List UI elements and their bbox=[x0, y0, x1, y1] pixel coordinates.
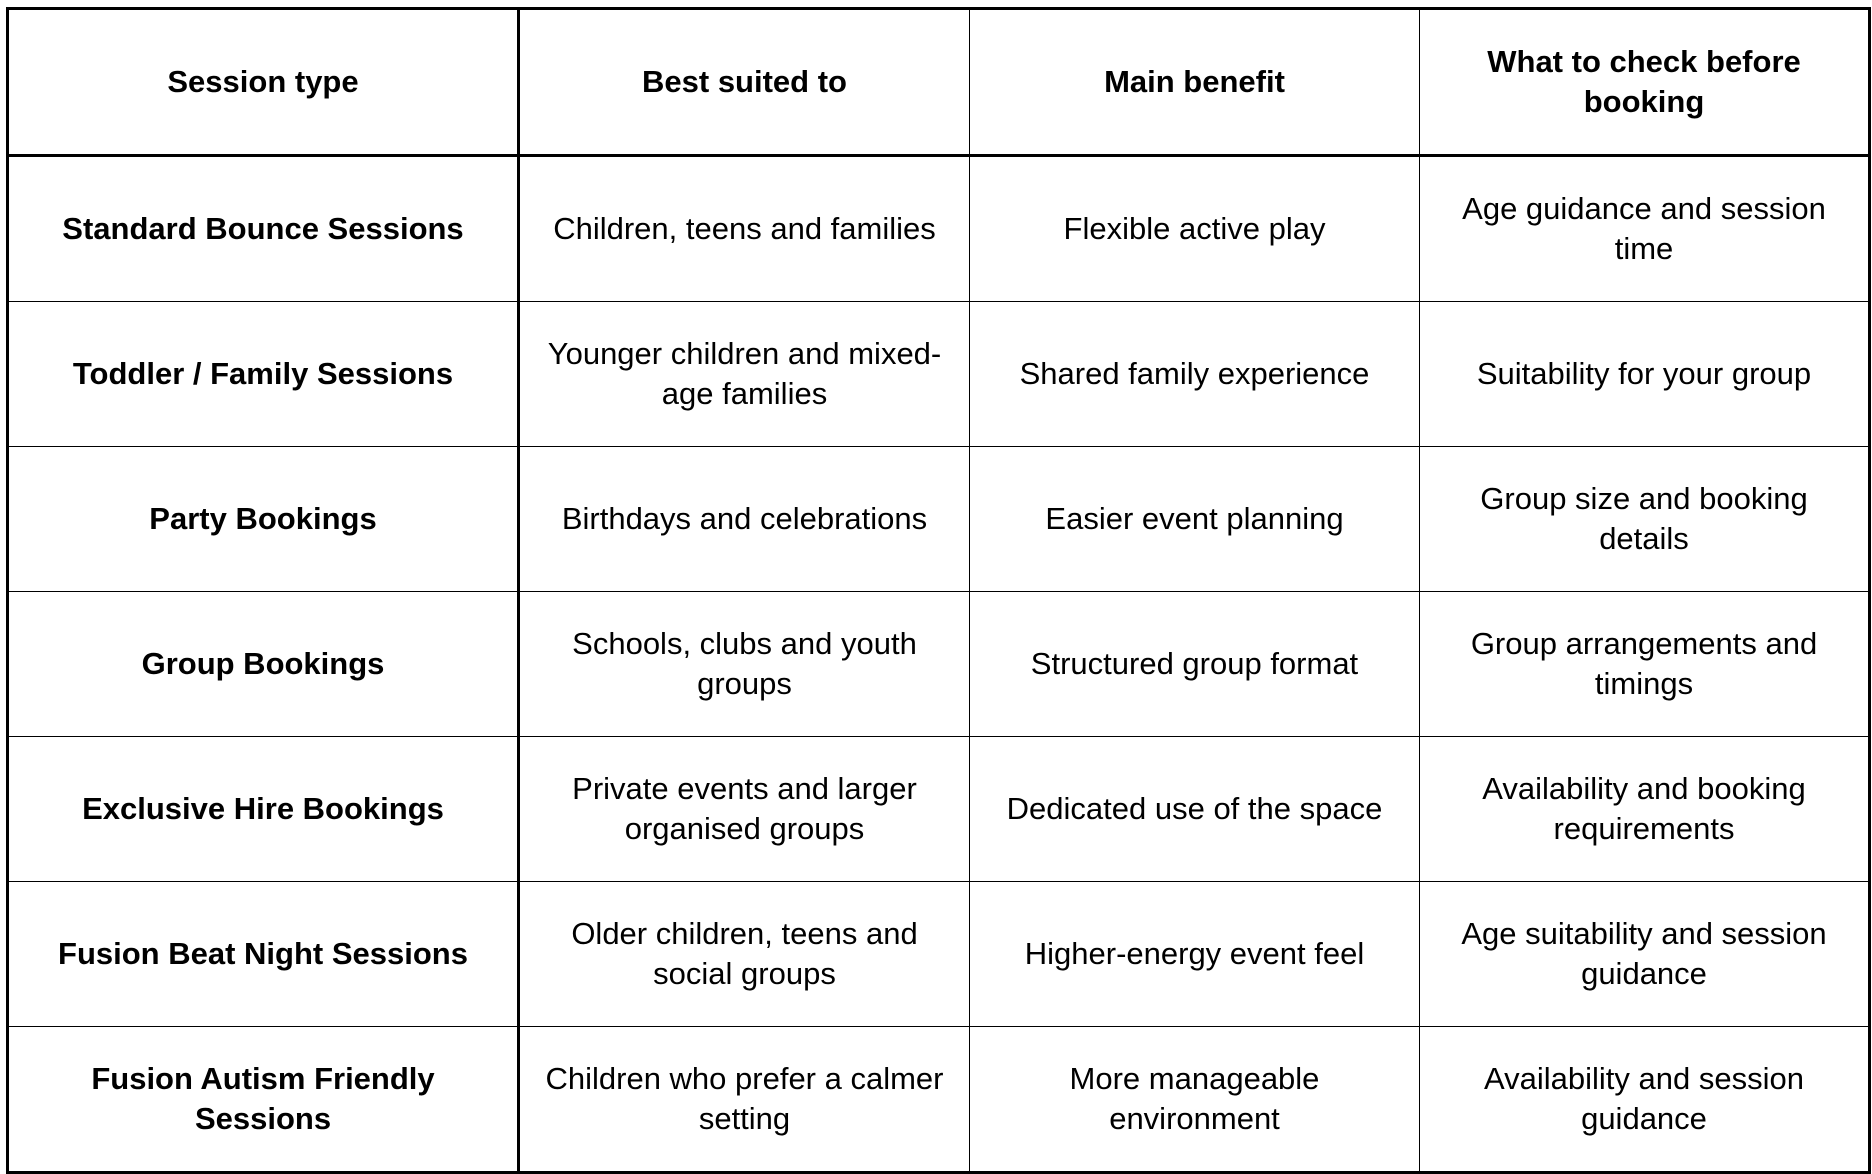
cell-main-benefit: Higher-energy event feel bbox=[970, 882, 1420, 1027]
header-best-suited-to: Best suited to bbox=[519, 9, 970, 156]
session-comparison-table bbox=[6, 7, 1871, 1174]
table-row bbox=[8, 447, 1870, 592]
table-row bbox=[8, 737, 1870, 882]
cell-main-benefit: Structured group format bbox=[970, 592, 1420, 737]
table-row bbox=[8, 156, 1870, 302]
cell-best-suited-to: Older children, teens and social groups bbox=[519, 882, 970, 1027]
table-row bbox=[8, 1027, 1870, 1173]
table-header bbox=[8, 9, 1870, 156]
table-body bbox=[8, 156, 1870, 1173]
header-row bbox=[8, 9, 1870, 156]
cell-session-type: Fusion Beat Night Sessions bbox=[8, 882, 519, 1027]
cell-check-before-booking: Age suitability and session guidance bbox=[1420, 882, 1870, 1027]
cell-session-type: Party Bookings bbox=[8, 447, 519, 592]
cell-best-suited-to: Younger children and mixed-age families bbox=[519, 302, 970, 447]
cell-best-suited-to: Children who prefer a calmer setting bbox=[519, 1027, 970, 1173]
cell-check-before-booking: Suitability for your group bbox=[1420, 302, 1870, 447]
cell-best-suited-to: Birthdays and celebrations bbox=[519, 447, 970, 592]
cell-main-benefit: More manageable environment bbox=[970, 1027, 1420, 1173]
cell-session-type: Exclusive Hire Bookings bbox=[8, 737, 519, 882]
cell-session-type: Standard Bounce Sessions bbox=[8, 156, 519, 302]
cell-session-type: Group Bookings bbox=[8, 592, 519, 737]
table-row bbox=[8, 882, 1870, 1027]
cell-check-before-booking: Availability and booking requirements bbox=[1420, 737, 1870, 882]
cell-session-type: Toddler / Family Sessions bbox=[8, 302, 519, 447]
cell-best-suited-to: Schools, clubs and youth groups bbox=[519, 592, 970, 737]
cell-check-before-booking: Age guidance and session time bbox=[1420, 156, 1870, 302]
header-session-type: Session type bbox=[8, 9, 519, 156]
table-row bbox=[8, 592, 1870, 737]
header-main-benefit: Main benefit bbox=[970, 9, 1420, 156]
header-check-before-booking: What to check before booking bbox=[1420, 9, 1870, 156]
cell-best-suited-to: Private events and larger organised groups bbox=[519, 737, 970, 882]
cell-main-benefit: Easier event planning bbox=[970, 447, 1420, 592]
cell-main-benefit: Shared family experience bbox=[970, 302, 1420, 447]
cell-session-type: Fusion Autism Friendly Sessions bbox=[8, 1027, 519, 1173]
cell-check-before-booking: Availability and session guidance bbox=[1420, 1027, 1870, 1173]
session-comparison-table-container bbox=[6, 7, 1868, 1161]
cell-best-suited-to: Children, teens and families bbox=[519, 156, 970, 302]
cell-check-before-booking: Group size and booking details bbox=[1420, 447, 1870, 592]
table-row bbox=[8, 302, 1870, 447]
cell-main-benefit: Dedicated use of the space bbox=[970, 737, 1420, 882]
cell-check-before-booking: Group arrangements and timings bbox=[1420, 592, 1870, 737]
cell-main-benefit: Flexible active play bbox=[970, 156, 1420, 302]
